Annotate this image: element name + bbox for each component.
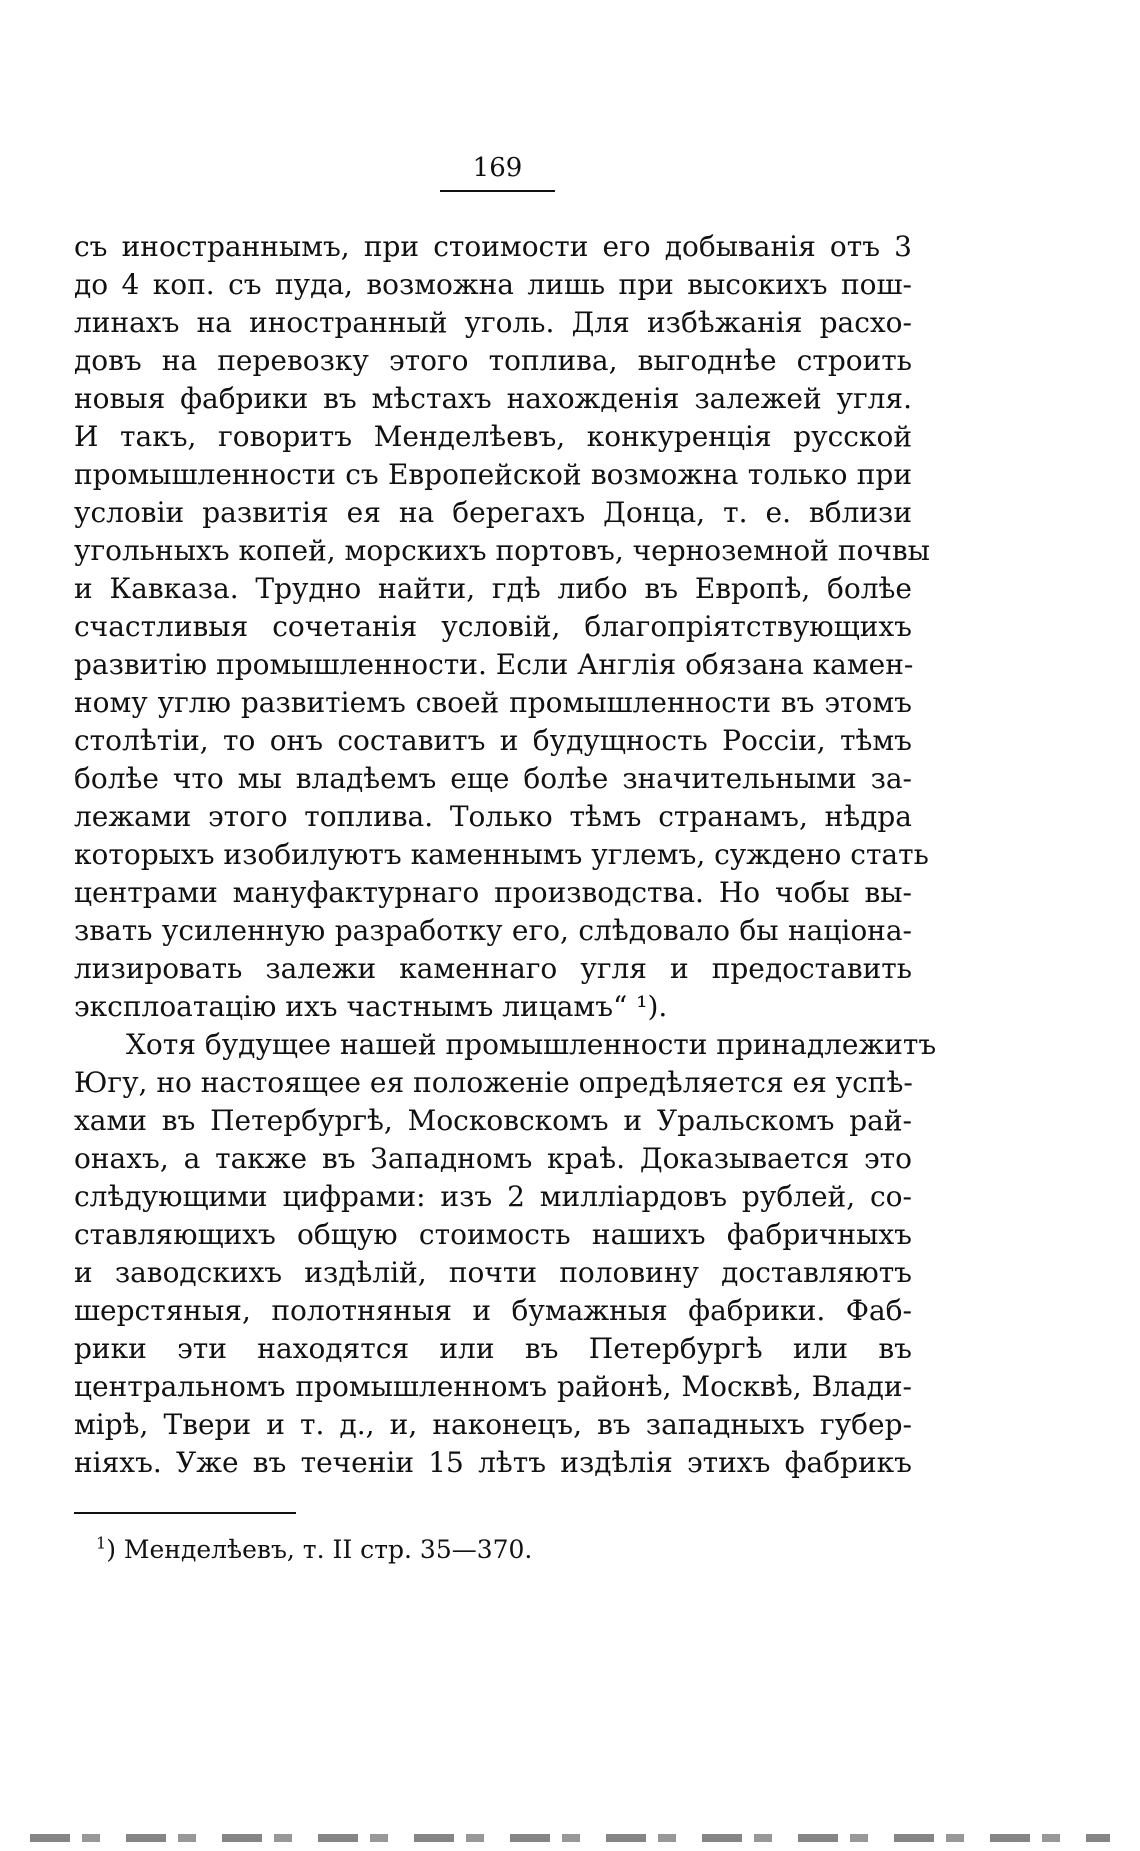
text-line: лежами этого топлива. Только тѣмъ странамъ, нѣдра <box>74 800 912 833</box>
text-line: которыхъ изобилуютъ каменнымъ углемъ, суждено стать <box>74 838 929 871</box>
footnote <box>96 1534 532 1566</box>
text-line: центральномъ промышленномъ районѣ, Москвѣ, Влади- <box>74 1370 912 1403</box>
text-line: линахъ на иностранный уголь. Для избѣжанія расхо- <box>74 306 912 339</box>
text-line: И такъ, говоритъ Менделѣевъ, конкуренція русской <box>74 420 912 453</box>
footnote-text: ) Менделѣевъ, т. II стр. 35—370. <box>106 1535 533 1564</box>
text-line: ставляющихъ общую стоимость нашихъ фабричныхъ <box>74 1218 912 1251</box>
footnote-rule <box>74 1512 296 1514</box>
text-line: столѣтіи, то онъ составитъ и будущность Россіи, тѣмъ <box>74 724 912 757</box>
text-line: новыя фабрики въ мѣстахъ нахожденія залежей угля. <box>74 382 912 415</box>
text-line: и заводскихъ издѣлій, почти половину доставляютъ <box>74 1256 912 1289</box>
text-line: лизировать залежи каменнаго угля и предоставить <box>74 952 912 985</box>
text-line: Хотя будущее нашей промышленности принадлежитъ <box>126 1028 937 1061</box>
scan-edge-noise <box>30 1834 1110 1842</box>
text-line: шерстяныя, полотняныя и бумажныя фабрики. Фаб- <box>74 1294 912 1327</box>
text-line: угольныхъ копей, морскихъ портовъ, черноземной почвы <box>74 534 930 567</box>
footnote-marker: 1 <box>96 1533 107 1553</box>
text-line: съ иностраннымъ, при стоимости его добыванія отъ 3 <box>74 230 912 263</box>
text-line: до 4 коп. съ пуда, возможна лишь при высокихъ пош- <box>74 268 912 301</box>
body-text <box>74 228 937 1482</box>
text-line: рики эти находятся или въ Петербургѣ или въ <box>74 1332 912 1365</box>
text-line: промышленности съ Европейской возможна только при <box>74 458 912 491</box>
text-line: условіи развитія ея на берегахъ Донца, т. е. вблизи <box>74 496 912 529</box>
text-line: эксплоатацію ихъ частнымъ лицамъ“ ¹). <box>74 990 668 1023</box>
text-line: звать усиленную разработку его, слѣдовало бы націона- <box>74 914 912 947</box>
text-line: Югу, но настоящее ея положеніе опредѣляется ея успѣ- <box>74 1066 913 1099</box>
text-line: слѣдующими цифрами: изъ 2 милліардовъ рублей, со- <box>74 1180 912 1213</box>
text-line: болѣе что мы владѣемъ еще болѣе значительными за- <box>74 762 912 795</box>
text-line: счастливыя сочетанія условій, благопріятствующихъ <box>74 610 912 643</box>
text-line: ному углю развитіемъ своей промышленности въ этомъ <box>74 686 912 719</box>
text-line: и Кавказа. Трудно найти, гдѣ либо въ Европѣ, болѣе <box>74 572 912 605</box>
page-number: 169 <box>472 153 523 183</box>
text-line: мірѣ, Твери и т. д., и, наконецъ, въ западныхъ губер- <box>74 1408 912 1441</box>
text-line: хами въ Петербургѣ, Московскомъ и Уральскомъ рай- <box>74 1104 912 1137</box>
text-line: ніяхъ. Уже въ теченіи 15 лѣтъ издѣлія этихъ фабрикъ <box>74 1446 912 1479</box>
text-line: довъ на перевозку этого топлива, выгоднѣе строить <box>74 344 912 377</box>
text-line: центрами мануфактурнаго производства. Но чобы вы- <box>74 876 912 909</box>
text-line: онахъ, а также въ Западномъ краѣ. Доказывается это <box>74 1142 912 1175</box>
page-number-rule <box>440 190 555 192</box>
text-line: развитію промышленности. Если Англія обязана камен- <box>74 648 914 681</box>
